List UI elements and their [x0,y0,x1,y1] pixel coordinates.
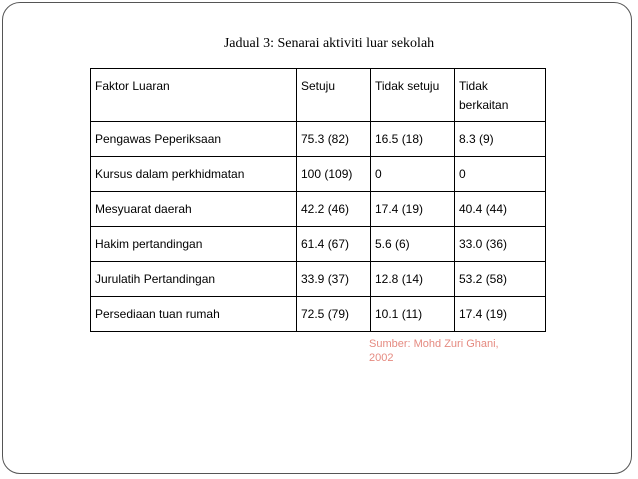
data-table [90,68,546,332]
cell-setuju: 33.9 (37) [297,262,371,297]
header-faktor-luaran: Faktor Luaran [91,69,297,122]
header-setuju: Setuju [297,69,371,122]
cell-faktor: Persediaan tuan rumah [91,297,297,332]
cell-setuju: 75.3 (82) [297,122,371,157]
cell-tidak-setuju: 16.5 (18) [371,122,455,157]
table-row [91,157,546,192]
cell-tidak-berkaitan: 40.4 (44) [455,192,546,227]
header-tidak-berkaitan-line1: Tidak [459,79,488,93]
header-tidak-berkaitan [455,69,546,122]
cell-tidak-setuju: 5.6 (6) [371,227,455,262]
cell-tidak-berkaitan: 53.2 (58) [455,262,546,297]
header-tidak-berkaitan-line2: berkaitan [459,98,509,112]
table-row [91,227,546,262]
cell-tidak-berkaitan: 33.0 (36) [455,227,546,262]
source-line2: 2002 [369,352,394,364]
cell-tidak-berkaitan: 0 [455,157,546,192]
cell-faktor: Hakim pertandingan [91,227,297,262]
table-row [91,262,546,297]
cell-setuju: 42.2 (46) [297,192,371,227]
cell-faktor: Kursus dalam perkhidmatan [91,157,297,192]
table-row [91,192,546,227]
cell-setuju: 61.4 (67) [297,227,371,262]
table-header-row [91,69,546,122]
cell-tidak-berkaitan: 17.4 (19) [455,297,546,332]
table-row [91,122,546,157]
cell-tidak-setuju: 0 [371,157,455,192]
cell-tidak-setuju: 10.1 (11) [371,297,455,332]
source-line1: Sumber: Mohd Zuri Ghani, [369,338,499,350]
cell-faktor: Mesyuarat daerah [91,192,297,227]
header-tidak-setuju: Tidak setuju [371,69,455,122]
cell-faktor: Jurulatih Pertandingan [91,262,297,297]
cell-tidak-berkaitan: 8.3 (9) [455,122,546,157]
table-row [91,297,546,332]
cell-faktor: Pengawas Peperiksaan [91,122,297,157]
cell-tidak-setuju: 17.4 (19) [371,192,455,227]
cell-setuju: 72.5 (79) [297,297,371,332]
table-title: Jadual 3: Senarai aktiviti luar sekolah [223,36,435,51]
cell-setuju: 100 (109) [297,157,371,192]
cell-tidak-setuju: 12.8 (14) [371,262,455,297]
source-citation [369,337,519,365]
